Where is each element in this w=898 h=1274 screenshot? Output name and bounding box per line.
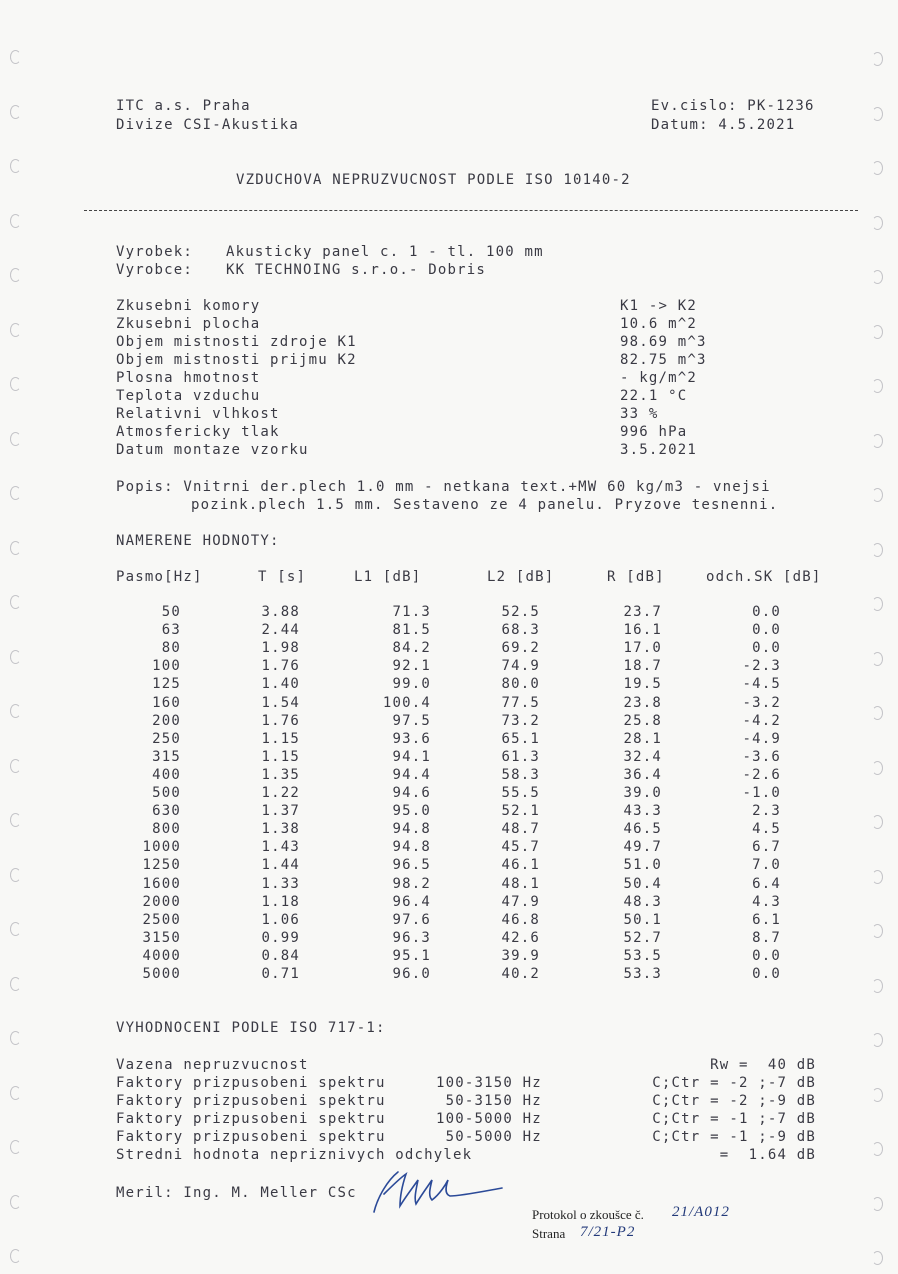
cell-l2: 69.2 [501, 640, 540, 657]
table-row [0, 930, 898, 948]
punch-hole [10, 105, 21, 119]
cell-l2: 74.9 [501, 658, 540, 675]
punch-hole [872, 488, 883, 502]
evaluation-label: Faktory prizpusobeni spektru [116, 1093, 386, 1109]
cell-l1: 97.6 [392, 911, 431, 928]
cell-frequency: 800 [152, 821, 181, 838]
cell-l1: 96.4 [392, 893, 431, 910]
cell-r: 17.0 [623, 640, 662, 657]
cell-t: 1.33 [261, 875, 300, 892]
table-row [0, 695, 898, 713]
cell-l2: 52.1 [501, 803, 540, 820]
cell-r: 50.4 [623, 875, 662, 892]
param-row [0, 424, 898, 442]
manufacturer-value: KK TECHNOING s.r.o.- Dobris [226, 262, 486, 278]
cell-l2: 61.3 [501, 748, 540, 765]
cell-r: 53.3 [623, 966, 662, 982]
page-number: 7/21-P2 [580, 1224, 636, 1240]
cell-l1: 95.1 [392, 947, 431, 964]
column-header-frequency: Pasmo[Hz] [116, 569, 203, 585]
param-label: Datum montaze vzorku [116, 442, 309, 458]
param-value: - kg/m^2 [620, 370, 698, 386]
evaluation-label: Faktory prizpusobeni spektru [116, 1129, 386, 1145]
cell-l2: 48.7 [501, 821, 540, 838]
cell-t: 1.40 [261, 676, 300, 693]
evaluation-result: C;Ctr = -1 ;-9 dB [652, 1129, 816, 1145]
param-value: 33 % [620, 406, 659, 422]
param-row [0, 298, 898, 316]
punch-hole [10, 268, 21, 282]
evaluation-title: VYHODNOCENI PODLE ISO 717-1: [116, 1020, 386, 1036]
evaluation-range: 100-3150 Hz [436, 1075, 542, 1091]
cell-l2: 45.7 [501, 839, 540, 856]
table-row [0, 912, 898, 930]
cell-r: 50.1 [623, 911, 662, 928]
cell-t: 0.99 [261, 929, 300, 946]
cell-frequency: 160 [152, 694, 181, 711]
report-date: Datum: 4.5.2021 [651, 117, 796, 133]
column-header-l2: L2 [dB] [487, 569, 555, 585]
product-value: Akusticky panel c. 1 - tl. 100 mm [226, 244, 544, 260]
evidence-number: Ev.cislo: PK-1236 [651, 98, 815, 114]
evaluation-result: C;Ctr = -2 ;-9 dB [652, 1093, 816, 1109]
cell-l1: 96.3 [392, 929, 431, 946]
evaluation-label: Faktory prizpusobeni spektru [116, 1075, 386, 1091]
protocol-label: Protokol o zkoušce č. [532, 1207, 644, 1222]
param-label: Zkusebni komory [116, 298, 261, 314]
cell-deviation: 4.3 [752, 893, 781, 910]
cell-r: 48.3 [623, 893, 662, 910]
punch-hole [872, 543, 883, 557]
cell-frequency: 200 [152, 712, 181, 729]
punch-hole [872, 270, 883, 284]
cell-t: 1.44 [261, 857, 300, 874]
cell-frequency: 500 [152, 785, 181, 801]
evaluation-range: 50-5000 Hz [436, 1129, 542, 1145]
cell-deviation: 0.0 [752, 947, 781, 964]
param-row [0, 406, 898, 424]
cell-deviation: -3.2 [742, 694, 781, 711]
evaluation-range: 50-3150 Hz [436, 1093, 542, 1109]
cell-deviation: 0.0 [752, 604, 781, 620]
signature [370, 1166, 510, 1220]
punch-hole [872, 1251, 883, 1265]
cell-frequency: 315 [152, 748, 181, 765]
cell-l2: 65.1 [501, 730, 540, 747]
measured-by: Meril: Ing. M. Meller CSc [116, 1185, 357, 1201]
cell-l1: 94.6 [392, 785, 431, 801]
table-row [0, 713, 898, 731]
cell-deviation: 6.4 [752, 875, 781, 892]
punch-hole [10, 1249, 21, 1263]
cell-t: 1.06 [261, 911, 300, 928]
param-value: 22.1 °C [620, 388, 688, 404]
punch-hole [10, 214, 21, 228]
cell-l2: 55.5 [501, 785, 540, 801]
cell-frequency: 2500 [142, 911, 181, 928]
cell-deviation: 4.5 [752, 821, 781, 838]
page-label: Strana [532, 1226, 566, 1241]
column-header-deviation: odch.SK [dB] [706, 569, 822, 585]
cell-t: 1.76 [261, 658, 300, 675]
evaluation-label: Stredni hodnota nepriznivych odchylek [116, 1147, 473, 1163]
cell-t: 1.98 [261, 640, 300, 657]
punch-hole [10, 159, 21, 173]
cell-l2: 39.9 [501, 947, 540, 964]
cell-l2: 47.9 [501, 893, 540, 910]
table-row [0, 749, 898, 767]
cell-r: 16.1 [623, 622, 662, 639]
param-label: Plosna hmotnost [116, 370, 261, 386]
column-header-t: T [s] [258, 569, 307, 585]
cell-l2: 58.3 [501, 766, 540, 783]
measured-values-title: NAMERENE HODNOTY: [116, 533, 280, 549]
punch-hole [872, 1142, 883, 1156]
cell-l1: 99.0 [392, 676, 431, 693]
cell-deviation: 6.1 [752, 911, 781, 928]
cell-l1: 94.8 [392, 839, 431, 856]
cell-l1: 98.2 [392, 875, 431, 892]
table-row [0, 966, 898, 984]
cell-t: 1.35 [261, 766, 300, 783]
param-value: 10.6 m^2 [620, 316, 698, 332]
evaluation-result: C;Ctr = -2 ;-7 dB [652, 1075, 816, 1091]
column-header-r: R [dB] [607, 569, 665, 585]
punch-hole [10, 1031, 21, 1045]
cell-l1: 94.4 [392, 766, 431, 783]
param-value: 82.75 m^3 [620, 352, 707, 368]
cell-r: 18.7 [623, 658, 662, 675]
table-row [0, 857, 898, 875]
cell-r: 25.8 [623, 712, 662, 729]
param-label: Zkusebni plocha [116, 316, 261, 332]
cell-frequency: 50 [161, 604, 181, 620]
cell-frequency: 4000 [142, 947, 181, 964]
table-row [0, 876, 898, 894]
cell-r: 28.1 [623, 730, 662, 747]
cell-l2: 68.3 [501, 622, 540, 639]
param-value: K1 -> K2 [620, 298, 698, 314]
column-header-l1: L1 [dB] [354, 569, 422, 585]
evaluation-range: 100-5000 Hz [436, 1111, 542, 1127]
cell-l1: 96.5 [392, 857, 431, 874]
cell-deviation: -2.6 [742, 766, 781, 783]
punch-hole [10, 486, 21, 500]
cell-t: 1.22 [261, 785, 300, 801]
protocol-number: 21/A012 [672, 1204, 730, 1220]
cell-frequency: 80 [161, 640, 181, 657]
punch-hole [872, 161, 883, 175]
cell-t: 2.44 [261, 622, 300, 639]
cell-l1: 93.6 [392, 730, 431, 747]
param-row [0, 316, 898, 334]
param-label: Teplota vzduchu [116, 388, 261, 404]
cell-deviation: -4.2 [742, 712, 781, 729]
cell-t: 1.15 [261, 730, 300, 747]
cell-l1: 81.5 [392, 622, 431, 639]
param-label: Objem mistnosti prijmu K2 [116, 352, 357, 368]
description-line-1: Popis: Vnitrni der.plech 1.0 mm - netkana text.+MW 60 kg/m3 - vnejsi [116, 479, 771, 495]
cell-l2: 80.0 [501, 676, 540, 693]
description-line-2: pozink.plech 1.5 mm. Sestaveno ze 4 panelu. Pryzove tesnenni. [191, 497, 779, 513]
cell-t: 0.71 [261, 966, 300, 982]
cell-l1: 94.1 [392, 748, 431, 765]
cell-frequency: 1600 [142, 875, 181, 892]
cell-deviation: 8.7 [752, 929, 781, 946]
cell-l2: 52.5 [501, 604, 540, 620]
cell-frequency: 5000 [142, 966, 181, 982]
cell-l2: 77.5 [501, 694, 540, 711]
cell-l1: 96.0 [392, 966, 431, 982]
cell-t: 3.88 [261, 604, 300, 620]
punch-hole [10, 1086, 21, 1100]
cell-deviation: -2.3 [742, 658, 781, 675]
punch-hole [10, 50, 21, 64]
cell-frequency: 63 [161, 622, 181, 639]
cell-l2: 46.8 [501, 911, 540, 928]
cell-t: 1.18 [261, 893, 300, 910]
product-label: Vyrobek: [116, 244, 194, 260]
cell-deviation: 0.0 [752, 622, 781, 639]
cell-r: 43.3 [623, 803, 662, 820]
cell-l1: 84.2 [392, 640, 431, 657]
page-title: VZDUCHOVA NEPRUZVUCNOST PODLE ISO 10140-2 [236, 172, 631, 188]
punch-hole [10, 541, 21, 555]
cell-deviation: 6.7 [752, 839, 781, 856]
cell-r: 23.8 [623, 694, 662, 711]
cell-l1: 100.4 [382, 694, 431, 711]
cell-r: 39.0 [623, 785, 662, 801]
cell-r: 19.5 [623, 676, 662, 693]
cell-t: 1.37 [261, 803, 300, 820]
param-label: Objem mistnosti zdroje K1 [116, 334, 357, 350]
cell-l2: 42.6 [501, 929, 540, 946]
cell-t: 1.15 [261, 748, 300, 765]
table-row [0, 821, 898, 839]
punch-hole [872, 216, 883, 230]
param-value: 3.5.2021 [620, 442, 698, 458]
param-row [0, 334, 898, 352]
cell-deviation: -4.5 [742, 676, 781, 693]
org-name: ITC a.s. Praha [116, 98, 251, 114]
table-row [0, 676, 898, 694]
cell-frequency: 630 [152, 803, 181, 820]
param-row [0, 442, 898, 460]
cell-l1: 95.0 [392, 803, 431, 820]
cell-r: 51.0 [623, 857, 662, 874]
evaluation-label: Vazena nepruzvucnost [116, 1057, 309, 1073]
punch-hole [872, 1197, 883, 1211]
cell-r: 49.7 [623, 839, 662, 856]
evaluation-label: Faktory prizpusobeni spektru [116, 1111, 386, 1127]
evaluation-result: Rw = 40 dB [710, 1057, 816, 1073]
table-row [0, 948, 898, 966]
cell-r: 23.7 [623, 604, 662, 620]
cell-t: 1.54 [261, 694, 300, 711]
cell-frequency: 2000 [142, 893, 181, 910]
table-row [0, 839, 898, 857]
cell-t: 1.76 [261, 712, 300, 729]
manufacturer-label: Vyrobce: [116, 262, 194, 278]
param-row [0, 370, 898, 388]
cell-frequency: 250 [152, 730, 181, 747]
punch-hole [872, 52, 883, 66]
cell-deviation: -4.9 [742, 730, 781, 747]
cell-deviation: -1.0 [742, 785, 781, 801]
punch-hole [872, 1033, 883, 1047]
cell-r: 32.4 [623, 748, 662, 765]
cell-r: 53.5 [623, 947, 662, 964]
cell-l1: 92.1 [392, 658, 431, 675]
param-label: Relativni vlhkost [116, 406, 280, 422]
cell-deviation: -3.6 [742, 748, 781, 765]
param-row [0, 388, 898, 406]
evaluation-result: C;Ctr = -1 ;-7 dB [652, 1111, 816, 1127]
cell-l2: 48.1 [501, 875, 540, 892]
cell-deviation: 0.0 [752, 966, 781, 982]
punch-hole [872, 107, 883, 121]
evaluation-result: = 1.64 dB [719, 1147, 816, 1163]
cell-frequency: 400 [152, 766, 181, 783]
punch-hole [10, 1140, 21, 1154]
org-division: Divize CSI-Akustika [116, 117, 299, 133]
cell-l2: 40.2 [501, 966, 540, 982]
table-row [0, 894, 898, 912]
param-row [0, 352, 898, 370]
cell-frequency: 125 [152, 676, 181, 693]
param-value: 98.69 m^3 [620, 334, 707, 350]
cell-l1: 71.3 [392, 604, 431, 620]
punch-hole [10, 1195, 21, 1209]
cell-deviation: 2.3 [752, 803, 781, 820]
punch-hole [872, 1088, 883, 1102]
table-row [0, 767, 898, 785]
table-row [0, 803, 898, 821]
cell-r: 52.7 [623, 929, 662, 946]
cell-r: 46.5 [623, 821, 662, 838]
table-row [0, 658, 898, 676]
cell-l2: 46.1 [501, 857, 540, 874]
param-label: Atmosfericky tlak [116, 424, 280, 440]
cell-l1: 94.8 [392, 821, 431, 838]
cell-t: 1.43 [261, 839, 300, 856]
table-row [0, 622, 898, 640]
table-row [0, 604, 898, 622]
cell-frequency: 1000 [142, 839, 181, 856]
cell-frequency: 1250 [142, 857, 181, 874]
param-value: 996 hPa [620, 424, 688, 440]
cell-l2: 73.2 [501, 712, 540, 729]
cell-r: 36.4 [623, 766, 662, 783]
cell-deviation: 0.0 [752, 640, 781, 657]
cell-l1: 97.5 [392, 712, 431, 729]
table-row [0, 640, 898, 658]
cell-frequency: 100 [152, 658, 181, 675]
separator-line [84, 210, 858, 211]
cell-frequency: 3150 [142, 929, 181, 946]
table-row [0, 785, 898, 803]
cell-deviation: 7.0 [752, 857, 781, 874]
table-row [0, 731, 898, 749]
cell-t: 0.84 [261, 947, 300, 964]
cell-t: 1.38 [261, 821, 300, 838]
